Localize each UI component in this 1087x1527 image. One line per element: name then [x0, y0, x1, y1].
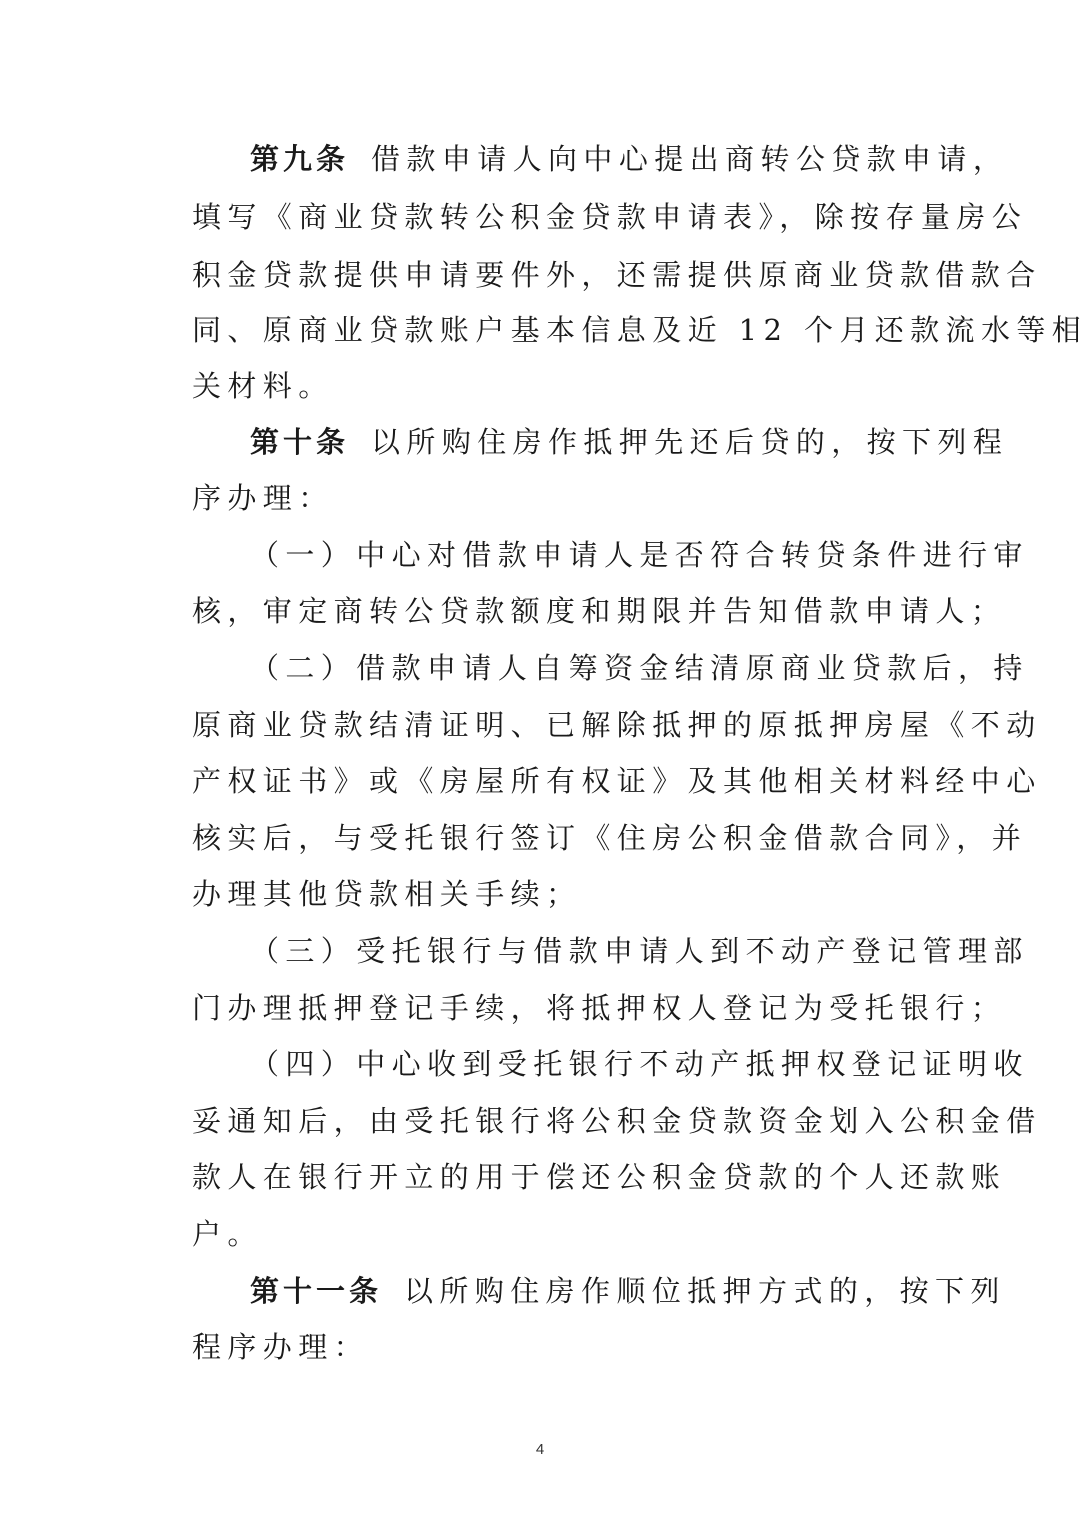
- page-number: 4: [535, 1441, 545, 1458]
- article-9-line-2: 填写《商业贷款转公积金贷款申请表》，除按存量房公: [192, 200, 1028, 234]
- item-4-line-1: （四）中心收到受托银行不动产抵押权登记证明收: [250, 1047, 1029, 1081]
- item-1-line-2: 核，审定商转公贷款额度和期限并告知借款申请人；: [192, 594, 1007, 628]
- article-11-heading: 第十一条: [250, 1274, 383, 1308]
- item-3-line-1: （三）受托银行与借款申请人到不动产登记管理部: [250, 934, 1029, 968]
- article-9-line-3: 积金贷款提供申请要件外，还需提供原商业贷款借款合: [192, 258, 1042, 292]
- article-10-line-1: 第十条 以所购住房作抵押先还后贷的，按下列程: [250, 425, 1009, 459]
- item-2-line-4: 核实后，与受托银行签订《住房公积金借款合同》，并: [192, 821, 1028, 855]
- article-9-line-4: 同、原商业贷款账户基本信息及近 12 个月还款流水等相: [192, 313, 1087, 347]
- article-9-line-5: 关材料。: [192, 369, 334, 403]
- item-3-line-2: 门办理抵押登记手续，将抵押权人登记为受托银行；: [192, 991, 1007, 1025]
- item-4-line-3: 款人在银行开立的用于偿还公积金贷款的个人还款账: [192, 1160, 1007, 1194]
- item-2-line-2: 原商业贷款结清证明、已解除抵押的原抵押房屋《不动: [192, 708, 1042, 742]
- article-10-line-2: 序办理：: [192, 481, 334, 515]
- article-9-heading: 第九条: [250, 142, 350, 176]
- article-11-line-2: 程序办理：: [192, 1330, 370, 1364]
- article-10-heading: 第十条: [250, 425, 350, 459]
- item-2-line-1: （二）借款申请人自筹资金结清原商业贷款后，持: [250, 651, 1029, 685]
- item-4-line-2: 妥通知后，由受托银行将公积金贷款资金划入公积金借: [192, 1104, 1042, 1138]
- article-9-line-1: 第九条 借款申请人向中心提出商转公贷款申请，: [250, 142, 1009, 176]
- item-2-line-3: 产权证书》或《房屋所有权证》及其他相关材料经中心: [192, 764, 1042, 798]
- item-4-line-4: 户。: [192, 1217, 263, 1251]
- item-2-line-5: 办理其他贷款相关手续；: [192, 877, 582, 911]
- article-11-line-1: 第十一条 以所购住房作顺位抵押方式的，按下列: [250, 1274, 1006, 1308]
- item-1-line-1: （一）中心对借款申请人是否符合转贷条件进行审: [250, 538, 1029, 572]
